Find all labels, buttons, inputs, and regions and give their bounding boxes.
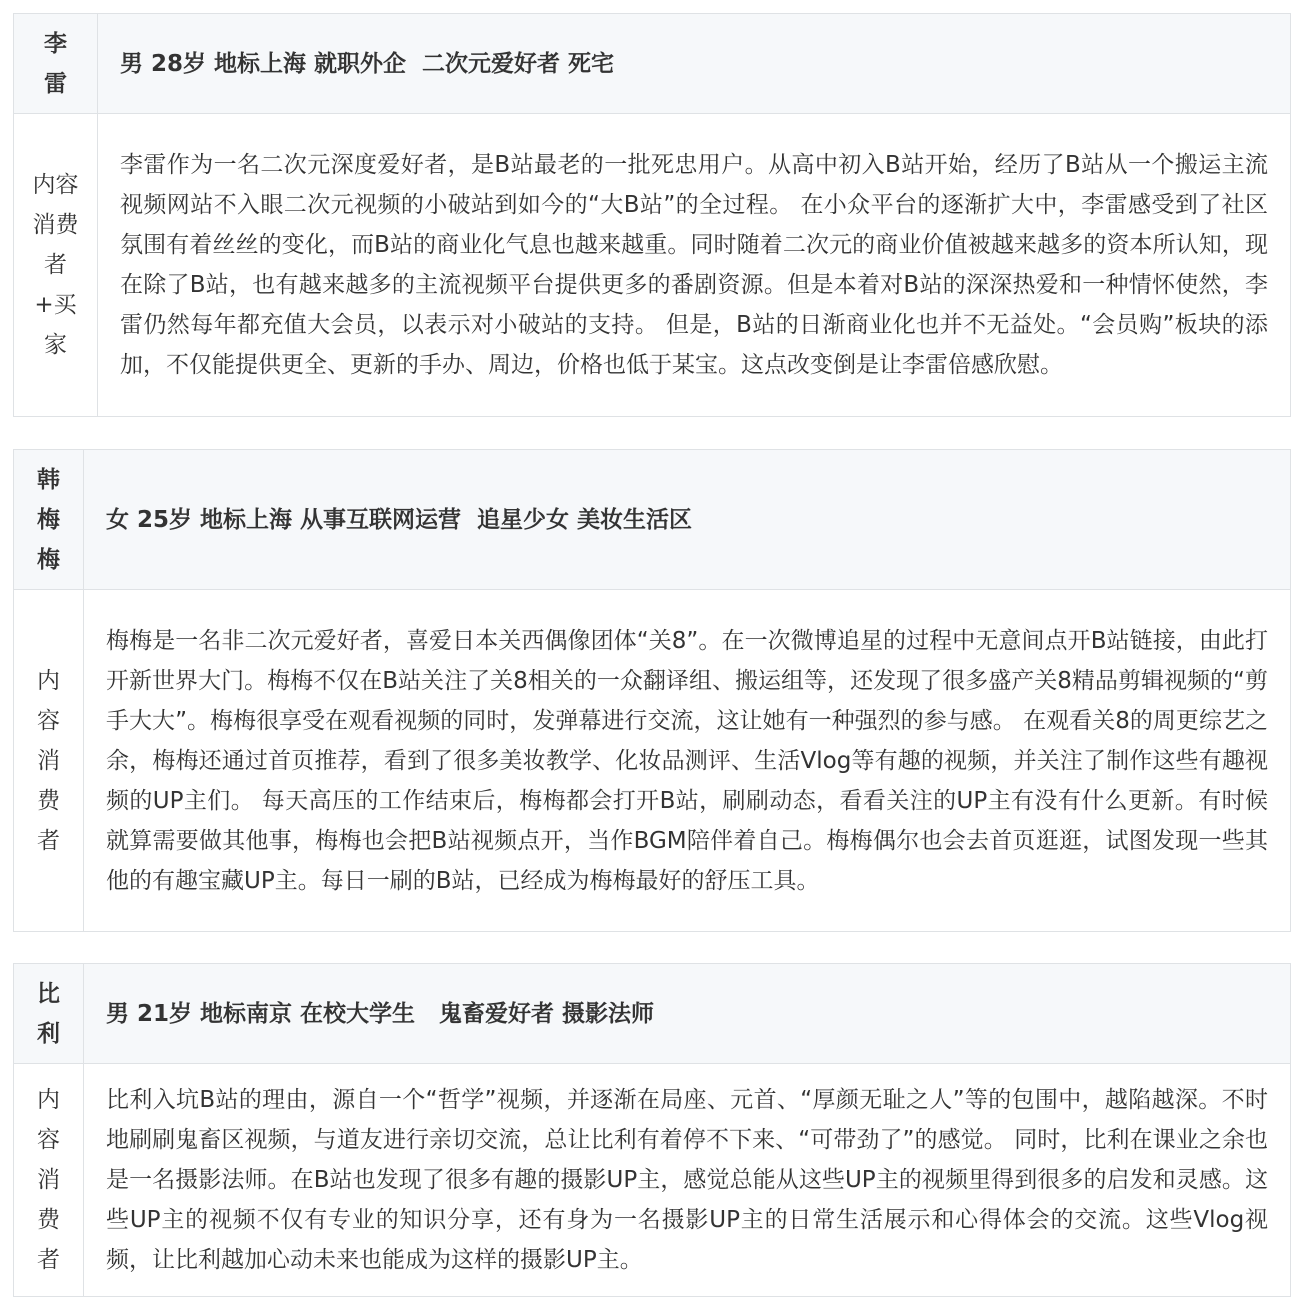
persona-profile: 男 28岁 地标上海 就职外企 二次元爱好者 死宅 bbox=[98, 14, 1291, 114]
persona-detail-row bbox=[14, 114, 1291, 417]
persona-role: 内容消费者+买家 bbox=[14, 114, 98, 417]
persona-table-li-lei bbox=[13, 13, 1291, 417]
persona-profile: 男 21岁 地标南京 在校大学生 鬼畜爱好者 摄影法师 bbox=[84, 964, 1291, 1064]
persona-profile: 女 25岁 地标上海 从事互联网运营 追星少女 美妆生活区 bbox=[84, 450, 1291, 590]
persona-name: 比利 bbox=[14, 964, 84, 1064]
persona-name: 李雷 bbox=[14, 14, 98, 114]
persona-header-row bbox=[14, 14, 1291, 114]
persona-header-row bbox=[14, 964, 1291, 1064]
persona-name: 韩梅梅 bbox=[14, 450, 84, 590]
persona-role: 内容消费者 bbox=[14, 590, 84, 932]
persona-table-bili bbox=[13, 963, 1291, 1297]
persona-detail-row bbox=[14, 1064, 1291, 1297]
persona-description: 比利入坑B站的理由，源自一个“哲学”视频，并逐渐在局座、元首、“厚颜无耻之人”等的包围中，越陷越深。不时地刷刷鬼畜区视频，与道友进行亲切交流，总让比利有着停不下来、“可带劲了”的感觉。 同时，比利在课业之余也是一名摄影法师。在B站也发现了很多有趣的摄影UP主，感觉总能从这些UP主的视频里得到很多的启发和灵感。这些UP主的视频不仅有专业的知识分享，还有身为一名摄影UP主的日常生活展示和心得体会的交流。这些Vlog视频，让比利越加心动未来也能成为这样的摄影UP主。 bbox=[84, 1064, 1291, 1297]
persona-detail-row bbox=[14, 590, 1291, 932]
persona-header-row bbox=[14, 450, 1291, 590]
persona-description: 梅梅是一名非二次元爱好者，喜爱日本关西偶像团体“关8”。在一次微博追星的过程中无意间点开B站链接，由此打开新世界大门。梅梅不仅在B站关注了关8相关的一众翻译组、搬运组等，还发现了很多盛产关8精品剪辑视频的“剪手大大”。梅梅很享受在观看视频的同时，发弹幕进行交流，这让她有一种强烈的参与感。 在观看关8的周更综艺之余，梅梅还通过首页推荐，看到了很多美妆教学、化妆品测评、生活Vlog等有趣的视频，并关注了制作这些有趣视频的UP主们。 每天高压的工作结束后，梅梅都会打开B站，刷刷动态，看看关注的UP主有没有什么更新。有时候就算需要做其他事，梅梅也会把B站视频点开，当作BGM陪伴着自己。梅梅偶尔也会去首页逛逛，试图发现一些其他的有趣宝藏UP主。每日一刷的B站，已经成为梅梅最好的舒压工具。 bbox=[84, 590, 1291, 932]
persona-description: 李雷作为一名二次元深度爱好者，是B站最老的一批死忠用户。从高中初入B站开始，经历了B站从一个搬运主流视频网站不入眼二次元视频的小破站到如今的“大B站”的全过程。 在小众平台的逐渐扩大中，李雷感受到了社区氛围有着丝丝的变化，而B站的商业化气息也越来越重。同时随着二次元的商业价值被越来越多的资本所认知，现在除了B站，也有越来越多的主流视频平台提供更多的番剧资源。但是本着对B站的深深热爱和一种情怀使然，李雷仍然每年都充值大会员，以表示对小破站的支持。 但是，B站的日渐商业化也并不无益处。“会员购”板块的添加，不仅能提供更全、更新的手办、周边，价格也低于某宝。这点改变倒是让李雷倍感欣慰。 bbox=[98, 114, 1291, 417]
persona-role: 内容消费者 bbox=[14, 1064, 84, 1297]
persona-table-han-meimei bbox=[13, 449, 1291, 932]
